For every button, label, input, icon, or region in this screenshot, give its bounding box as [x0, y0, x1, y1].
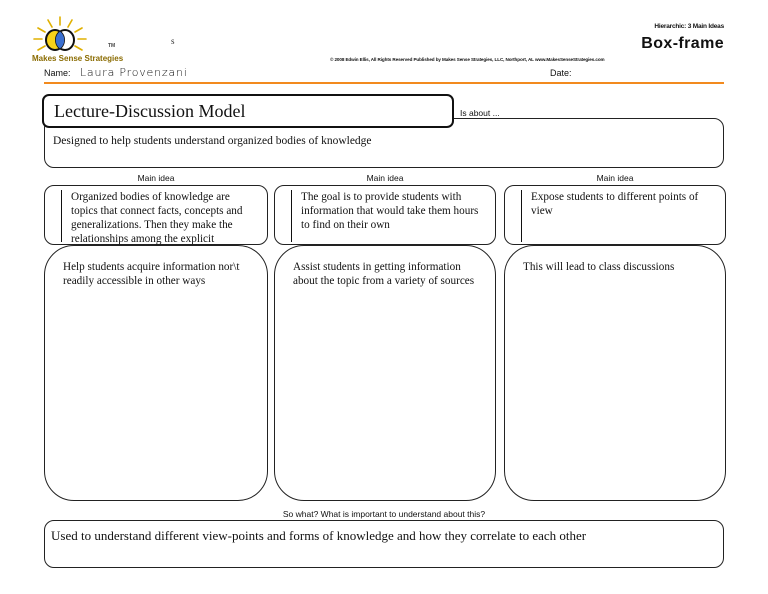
main-idea-box-1[interactable]	[44, 185, 268, 245]
main-idea-label-3: Main idea	[596, 173, 634, 183]
stray-mark: s	[171, 36, 175, 46]
trademark-mark: TM	[108, 43, 116, 49]
so-what-box[interactable]	[44, 520, 724, 568]
main-idea-box-3[interactable]	[504, 185, 726, 245]
main-idea-label-2: Main idea	[366, 173, 404, 183]
detail-box-3[interactable]	[504, 245, 726, 501]
is-about-label: Is about ...	[460, 108, 500, 118]
makes-sense-logo-icon	[30, 14, 90, 56]
name-label: Name:	[44, 68, 71, 78]
document-subtitle: Hierarchic: 3 Main Ideas	[654, 23, 724, 30]
main-idea-text-2: The goal is to provide students with information that would take them hours to find on their own	[301, 191, 479, 231]
document-title: Box-frame	[641, 35, 724, 52]
main-idea-bar	[521, 190, 522, 242]
is-about-text: Designed to help students understand organized bodies of knowledge	[53, 135, 372, 147]
detail-text-3: This will lead to class discussions	[523, 261, 675, 273]
name-field[interactable]: Laura Provenzani	[80, 66, 188, 79]
date-label: Date:	[550, 68, 572, 78]
main-idea-bar	[61, 190, 62, 242]
main-idea-bar	[291, 190, 292, 242]
topic-title: Lecture-Discussion Model	[54, 101, 246, 121]
header-divider	[44, 82, 724, 84]
detail-text-2: Assist students in getting information about the topic from a variety of sources	[293, 261, 475, 287]
main-idea-label-1: Main idea	[137, 173, 175, 183]
main-idea-box-2[interactable]	[274, 185, 496, 245]
main-idea-text-3: Expose students to different points of view	[531, 191, 699, 217]
detail-box-2[interactable]	[274, 245, 496, 501]
copyright-notice: © 2008 Edwin Ellis, All Rights Reserved Published by Makes Sense Strategies, LLC, Northport, AL www.MakesSenseStrategies.com	[330, 57, 605, 62]
detail-box-1[interactable]	[44, 245, 268, 501]
main-idea-text-1: Organized bodies of knowledge are topics that connect facts, concepts and generalizations. Then they make the relationships among the explicit	[71, 191, 243, 245]
brand-name: Makes Sense Strategies	[32, 54, 124, 63]
detail-text-1: Help students acquire information nor\t readily accessible in other ways	[63, 261, 240, 287]
so-what-text: Used to understand different view-points and forms of knowledge and how they correlate to each other	[51, 528, 587, 543]
topic-box[interactable]	[42, 94, 454, 128]
so-what-label: So what? What is important to understand about this?	[282, 509, 486, 519]
